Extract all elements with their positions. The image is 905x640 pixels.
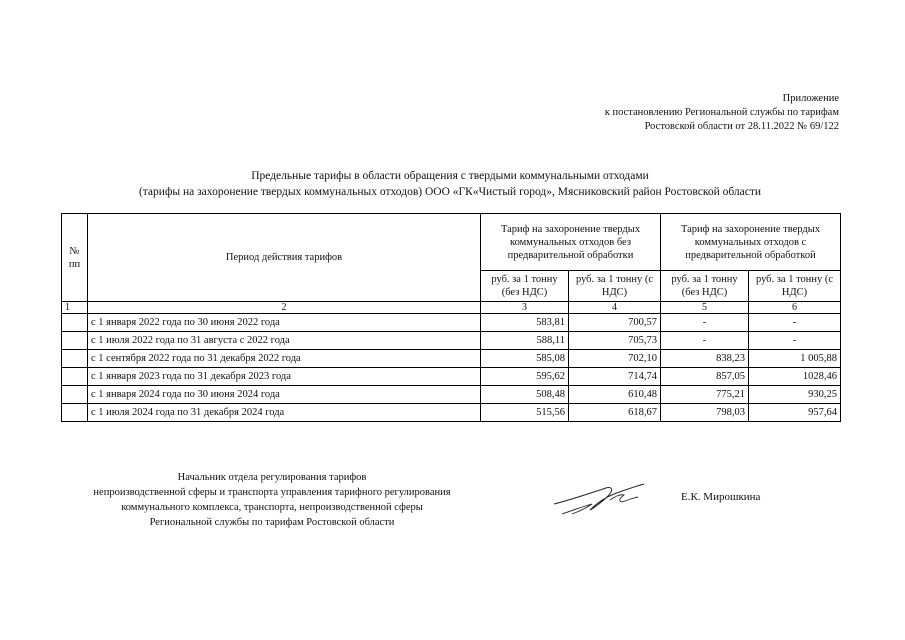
row-num-cell bbox=[62, 386, 88, 404]
period-cell: с 1 января 2023 года по 31 декабря 2023 года bbox=[88, 368, 481, 386]
value-cell: - bbox=[749, 314, 841, 332]
table-row bbox=[62, 368, 841, 386]
column-number: 2 bbox=[88, 302, 481, 314]
column-number: 4 bbox=[569, 302, 661, 314]
signer-name: Е.К. Мирошкина bbox=[681, 491, 761, 503]
value-cell: 1 005,88 bbox=[749, 350, 841, 368]
title-line: (тарифы на захоронение твердых коммунальных отходов) ООО «ГК«Чистый город», Мясниковский район Ростовской области bbox=[138, 186, 762, 198]
column-number: 3 bbox=[481, 302, 569, 314]
value-cell: - bbox=[661, 332, 749, 350]
appendix-line: Приложение bbox=[782, 93, 839, 104]
value-cell: 957,64 bbox=[749, 404, 841, 422]
header-group-without-processing: Тариф на захоронение твердых коммунальных отходов без предварительной обработки bbox=[481, 214, 661, 271]
value-cell: 618,67 bbox=[569, 404, 661, 422]
appendix-header bbox=[605, 92, 839, 134]
row-num-cell bbox=[62, 350, 88, 368]
period-cell: с 1 января 2024 года по 30 июня 2024 года bbox=[88, 386, 481, 404]
header-group-with-processing: Тариф на захоронение твердых коммунальных отходов с предварительной обработкой bbox=[661, 214, 841, 271]
appendix-line: к постановлению Региональной службы по тарифам bbox=[604, 107, 839, 118]
title-line: Предельные тарифы в области обращения с твердыми коммунальными отходами bbox=[251, 170, 649, 182]
value-cell: 714,74 bbox=[569, 368, 661, 386]
table-row bbox=[62, 314, 841, 332]
subheader-cell: руб. за 1 тонну (с НДС) bbox=[569, 271, 661, 302]
position-line: коммунального комплекса, транспорта, непроизводственной сферы bbox=[121, 502, 423, 513]
value-cell: 585,08 bbox=[481, 350, 569, 368]
column-number: 1 bbox=[62, 302, 88, 314]
value-cell: 515,56 bbox=[481, 404, 569, 422]
position-line: Региональной службы по тарифам Ростовской области bbox=[149, 517, 395, 528]
value-cell: 702,10 bbox=[569, 350, 661, 368]
value-cell: 857,05 bbox=[661, 368, 749, 386]
value-cell: 838,23 bbox=[661, 350, 749, 368]
column-number: 6 bbox=[749, 302, 841, 314]
value-cell: 610,48 bbox=[569, 386, 661, 404]
value-cell: 595,62 bbox=[481, 368, 569, 386]
position-line: непроизводственной сферы и транспорта управления тарифного регулирования bbox=[93, 487, 451, 498]
value-cell: 798,03 bbox=[661, 404, 749, 422]
value-cell: 930,25 bbox=[749, 386, 841, 404]
subheader-cell: руб. за 1 тонну (без НДС) bbox=[481, 271, 569, 302]
value-cell: 583,81 bbox=[481, 314, 569, 332]
period-cell: с 1 июля 2022 года по 31 августа с 2022 года bbox=[88, 332, 481, 350]
table-row bbox=[62, 350, 841, 368]
value-cell: 700,57 bbox=[569, 314, 661, 332]
appendix-line: Ростовской области от 28.11.2022 № 69/122 bbox=[644, 121, 839, 132]
row-num-cell bbox=[62, 368, 88, 386]
value-cell: 775,21 bbox=[661, 386, 749, 404]
row-num-cell bbox=[62, 332, 88, 350]
row-num-cell bbox=[62, 314, 88, 332]
subheader-cell: руб. за 1 тонну (без НДС) bbox=[661, 271, 749, 302]
column-number: 5 bbox=[661, 302, 749, 314]
column-numbers-row bbox=[62, 302, 841, 314]
table-row bbox=[62, 386, 841, 404]
value-cell: - bbox=[661, 314, 749, 332]
value-cell: - bbox=[749, 332, 841, 350]
period-cell: с 1 июля 2024 года по 31 декабря 2024 года bbox=[88, 404, 481, 422]
period-cell: с 1 января 2022 года по 30 июня 2022 года bbox=[88, 314, 481, 332]
handwritten-signature bbox=[548, 470, 648, 530]
document-title bbox=[60, 168, 840, 200]
period-cell: с 1 сентября 2022 года по 31 декабря 2022 года bbox=[88, 350, 481, 368]
table-row bbox=[62, 404, 841, 422]
table-header-row bbox=[62, 214, 841, 271]
signatory-position bbox=[62, 470, 482, 530]
tariffs-table bbox=[61, 213, 841, 422]
header-num: № пп bbox=[62, 214, 88, 302]
position-line: Начальник отдела регулирования тарифов bbox=[177, 472, 367, 483]
table-row bbox=[62, 332, 841, 350]
row-num-cell bbox=[62, 404, 88, 422]
value-cell: 1028,46 bbox=[749, 368, 841, 386]
header-period: Период действия тарифов bbox=[88, 214, 481, 302]
value-cell: 705,73 bbox=[569, 332, 661, 350]
value-cell: 588,11 bbox=[481, 332, 569, 350]
value-cell: 508,48 bbox=[481, 386, 569, 404]
subheader-cell: руб. за 1 тонну (с НДС) bbox=[749, 271, 841, 302]
